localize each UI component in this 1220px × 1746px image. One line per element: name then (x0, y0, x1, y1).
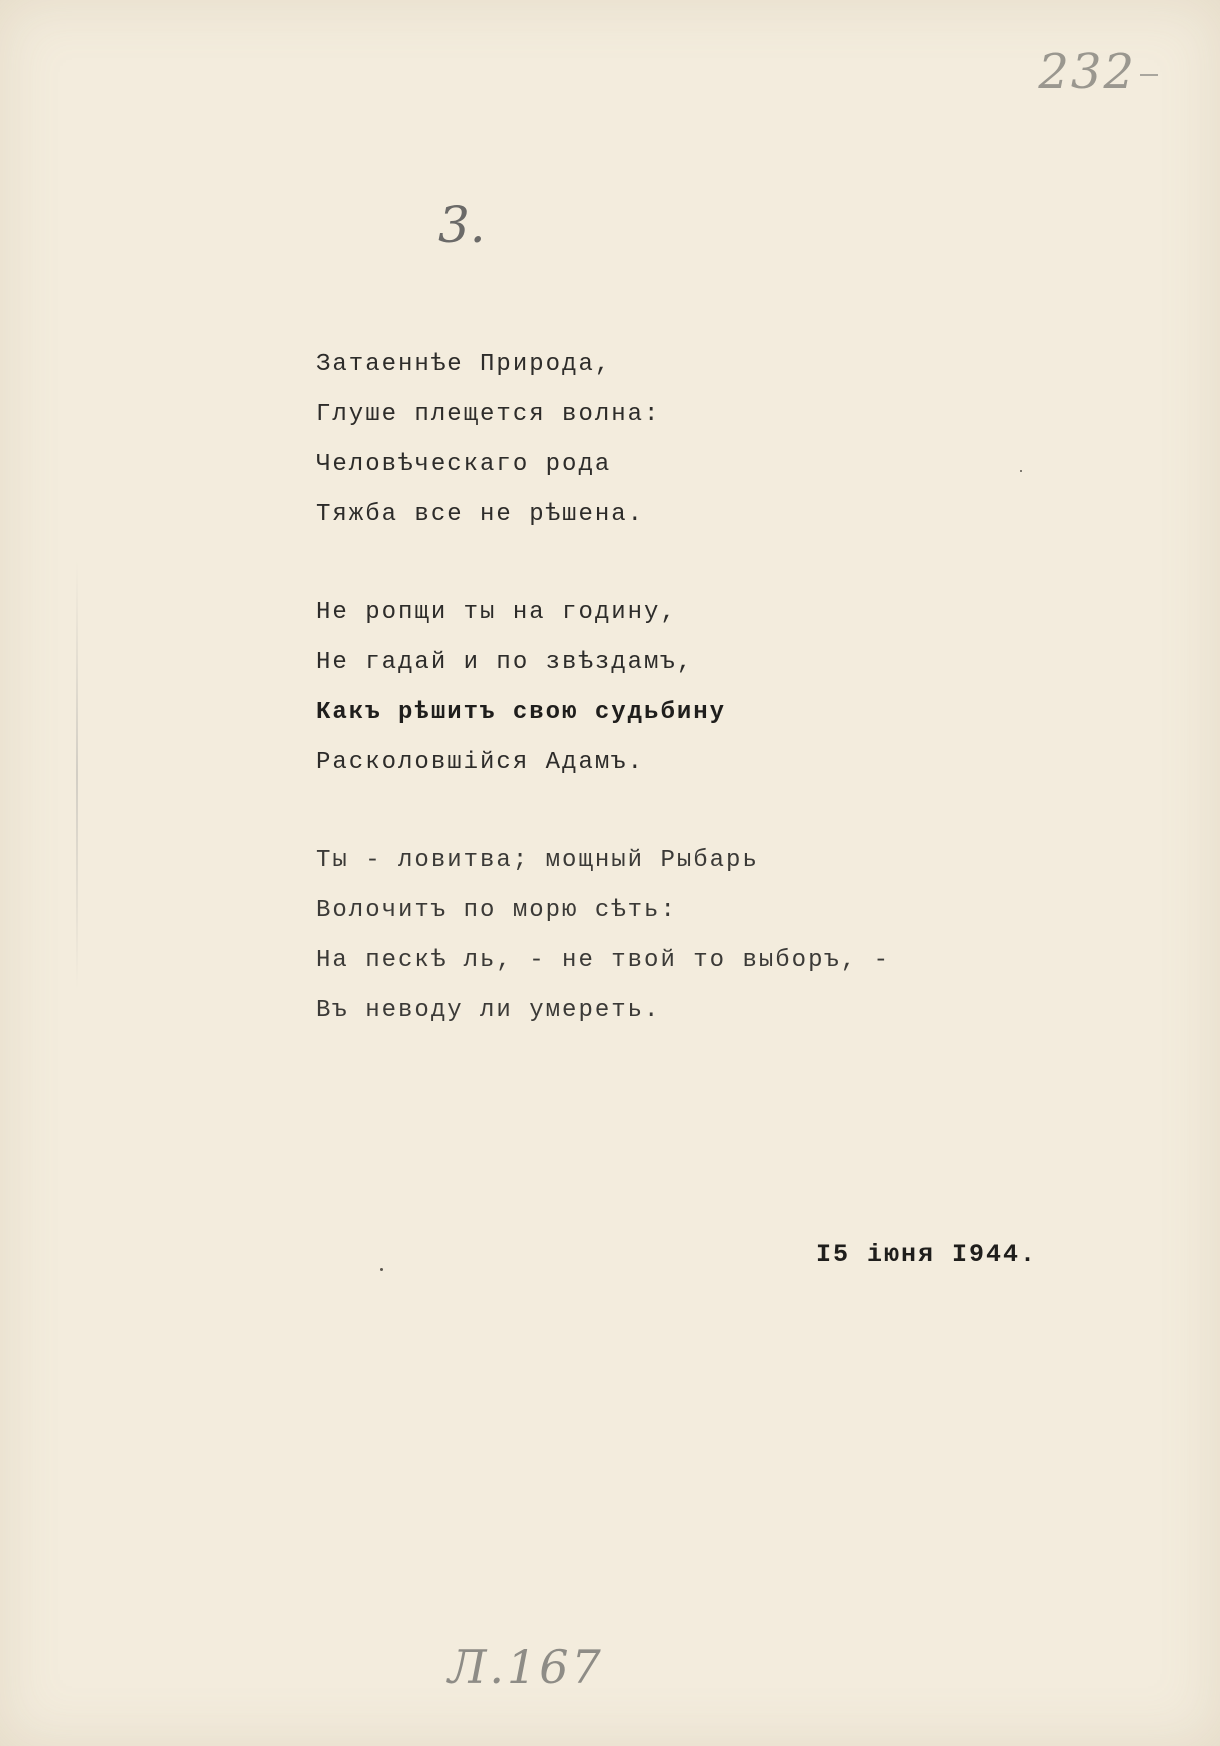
folio-number: 232 (1038, 44, 1136, 100)
poem-line: Не ропщи ты на годину, (316, 599, 677, 626)
poem-line: Затаеннѣе Природа, (316, 351, 612, 378)
stanza-1 (316, 340, 890, 540)
paper-speck (380, 1268, 383, 1271)
poem-line: Волочитъ по морю сѣть: (316, 897, 677, 924)
poem (316, 340, 890, 1084)
poem-line: Тяжба все не рѣшена. (316, 501, 645, 528)
paper-speck (1020, 470, 1022, 472)
poem-line: Человѣческаго рода (316, 451, 612, 478)
paper-crease (76, 560, 78, 990)
archive-sheet-number: Л.167 (448, 1640, 604, 1694)
poem-line: На пескѣ ль, - не твой то выборъ, - (316, 947, 891, 974)
poem-line: Глуше плещется волна: (316, 401, 661, 428)
stanza-3 (316, 836, 890, 1036)
stanza-2 (316, 588, 890, 788)
section-number: 3. (438, 196, 486, 254)
poem-line: Расколовшійся Адамъ. (316, 749, 645, 776)
poem-date: I5 іюня I944. (816, 1240, 1038, 1269)
poem-line: Какъ рѣшитъ свою судьбину (316, 699, 727, 726)
poem-line: Въ неводу ли умереть. (316, 997, 661, 1024)
poem-line: Не гадай и по звѣздамъ, (316, 649, 694, 676)
poem-line: Ты - ловитва; мощный Рыбарь (316, 847, 759, 874)
